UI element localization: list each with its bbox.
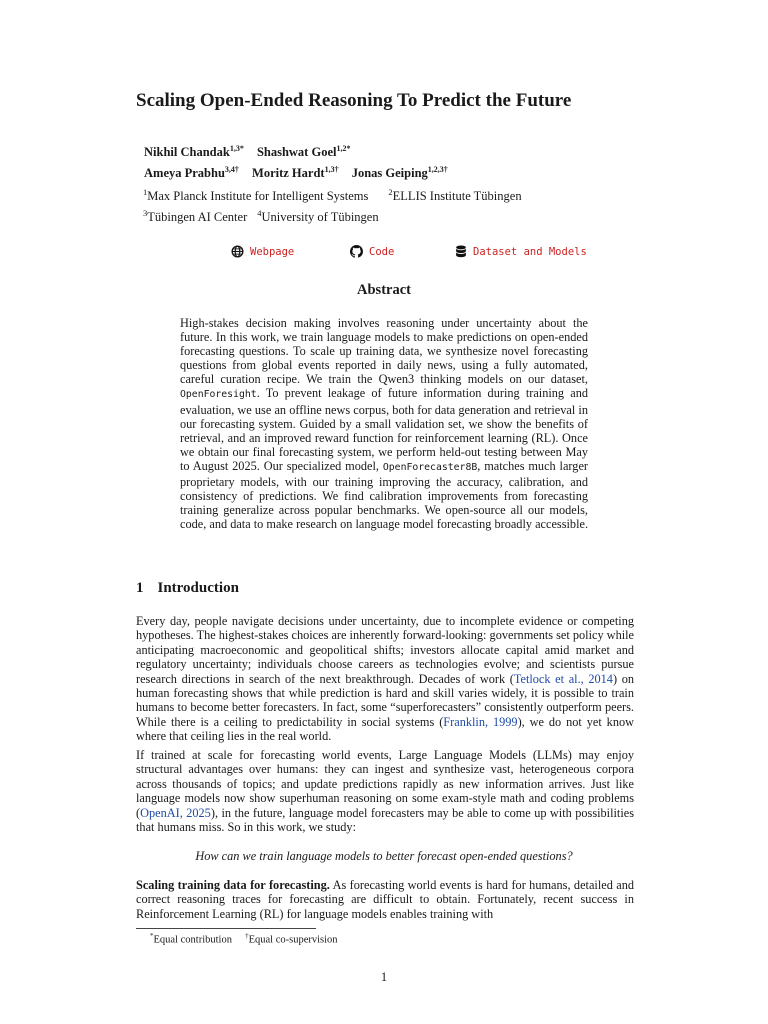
abstract-text: High-stakes decision making involves reasoning under uncertainty about the future. In this work, we train language models to make predictions on open-ended forecasting questions. To scale up training data, we synthesize novel forecasting questions from global events reported in daily news, using a fully automated, careful curation recipe. We train the Qwen3 thinking models on our dataset, OpenForesight. To prevent leakage of future information during training and evaluation, we use an offline news corpus, both for data generation and retrieval in our forecasting system. Guided by a small validation set, we show the benefits of retrieval, and an improved reward function for reinforcement learning (RL). Once we obtain our final forecasting system, we perform held-out testing between May to August 2025. Our specialized model, OpenForecaster8B, matches much larger proprietary models, with our training improving the accuracy, calibration, and consistency of predictions. We find calibration improvements from forecasting training generalize across popular benchmarks. We open-source all our models, code, and data to make research on language model forecasting broadly accessible. xyxy=(180,316,589,532)
author: Jonas Geiping$^{1,2,3\dagger}$ xyxy=(351,165,448,181)
author: Ameya Prabhu$^{3,4\dagger}$ xyxy=(144,165,239,181)
affiliation: $^1$Max Planck Institute for Intelligent Systems xyxy=(143,187,369,204)
citation-tetlock[interactable]: Tetlock et al., 2014 xyxy=(513,671,613,686)
section-heading: 1 Introduction xyxy=(136,580,239,596)
intro-paragraph-3: Scaling training data for forecasting. As forecasting world events is hard for humans, detailed and correct reasoning traces for forecasting are difficult to obtain. Fortunately, recent success in Reinforcement Learning (RL) for language models enables training with xyxy=(136,878,634,921)
dataset-link-label: Dataset and Models xyxy=(473,245,587,258)
dataset-link[interactable] xyxy=(455,245,587,258)
affiliation: $^2$ELLIS Institute Tübingen xyxy=(388,187,522,204)
resource-links xyxy=(0,245,768,263)
intro-paragraph-2: If trained at scale for forecasting world events, Large Language Models (LLMs) may enjoy structural advantages over humans: they can ingest and synthesize vast, heterogeneous corpora across thousands of topics; and update predictions rapidly as new information arrives. Just like language models now show superhuman reasoning on some exam-style math and coding problems (OpenAI, 2025), in the future, language model forecasters may be able to come up with possibilities that humans miss. So in this work, we study: xyxy=(136,748,634,835)
citation-openai[interactable]: OpenAI, 2025 xyxy=(140,805,211,820)
intro-paragraph-1: Every day, people navigate decisions under uncertainty, due to incomplete evidence or competing hypotheses. The highest-stakes choices are inherently forward-looking: governments set policy while anticipating macroeconomic and geopolitical shifts; investors allocate capital amid market and regulatory uncertainty; individuals choose careers as technologies evolve; and scientists pursue research directions in search of the next breakthrough. Decades of work (Tetlock et al., 2014) on human forecasting shows that while prediction is hard and skill varies widely, it is possible to train humans to become better forecasters. In fact, some “superforecasters” consistently outperform peers. While there is a ceiling to predictability in social systems (Franklin, 1999), we do not yet know where that ceiling lies in the real world. xyxy=(136,614,635,744)
webpage-link[interactable] xyxy=(231,245,294,258)
paragraph-heading: Scaling training data for forecasting. xyxy=(136,878,330,892)
abstract-heading: Abstract xyxy=(357,282,411,298)
dataset-name: OpenForesight xyxy=(180,389,257,401)
database-icon xyxy=(455,245,467,258)
code-link[interactable] xyxy=(350,245,394,258)
research-question: How can we train language models to better forecast open-ended questions? xyxy=(195,849,573,863)
globe-icon xyxy=(231,245,244,258)
github-icon xyxy=(350,245,363,258)
affiliation: $^3$Tübingen AI Center xyxy=(143,208,248,225)
model-name: OpenForecaster8B xyxy=(382,461,478,473)
footnote-rule xyxy=(136,928,316,929)
page-number: 1 xyxy=(380,970,388,984)
paper-title: Scaling Open-Ended Reasoning To Predict the Future xyxy=(136,90,572,111)
citation-franklin[interactable]: Franklin, 1999 xyxy=(443,714,518,729)
author: Nikhil Chandak$^{1,3*}$ xyxy=(144,144,244,160)
footnote: *Equal contribution †Equal co-supervision xyxy=(150,932,338,946)
code-link-label: Code xyxy=(369,245,395,258)
author-block xyxy=(144,140,458,182)
author: Moritz Hardt$^{1,3\dagger}$ xyxy=(252,165,339,181)
webpage-link-label: Webpage xyxy=(250,245,295,258)
author: Shashwat Goel$^{1,2*}$ xyxy=(256,144,351,160)
affiliation: $^4$University of Tübingen xyxy=(257,208,379,225)
affiliations xyxy=(143,184,522,226)
